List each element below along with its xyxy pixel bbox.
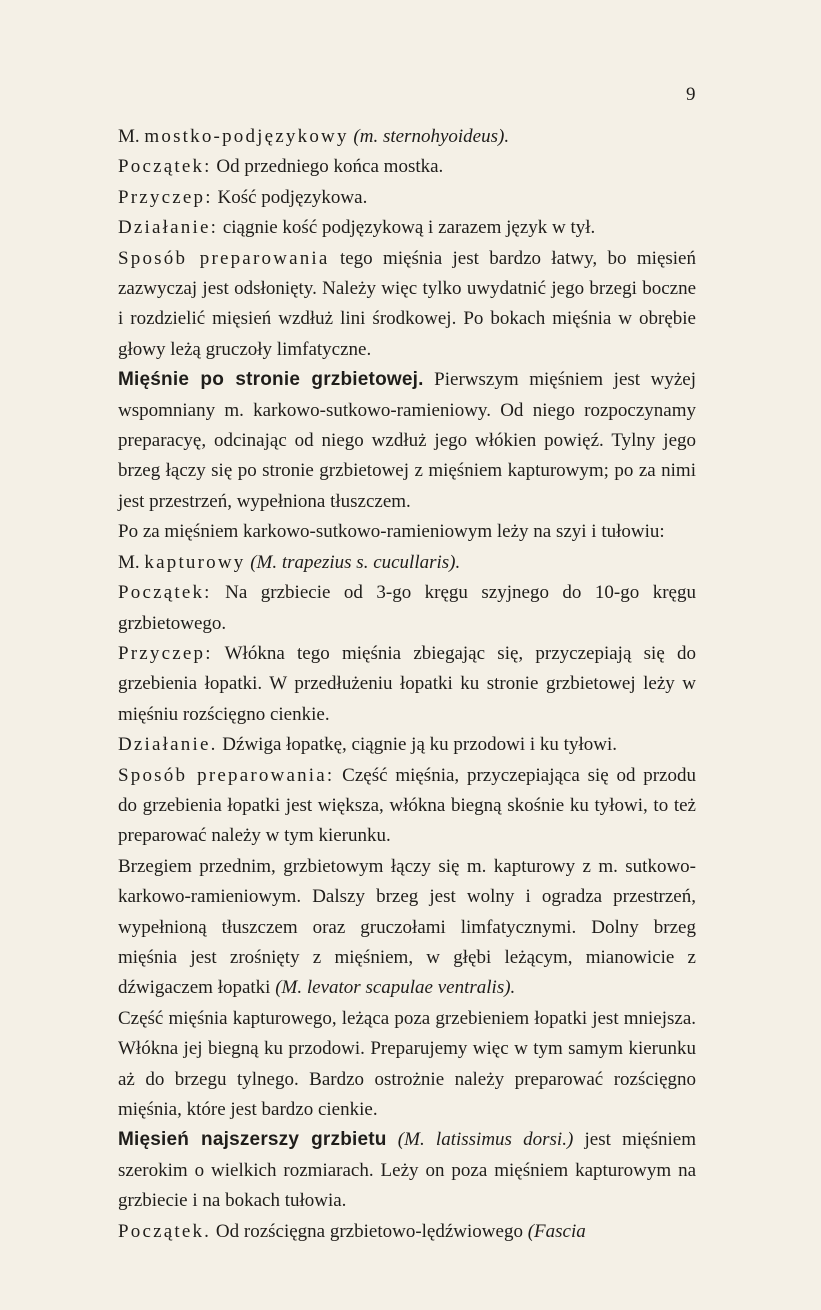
paragraph-preparation	[118, 244, 696, 366]
paragraph-trapezius-borders	[118, 852, 696, 1004]
latin-name: (M. trapezius s. cucullaris).	[250, 551, 461, 573]
text-run: ciągnie kość podjęzykową i zarazem język w tył.	[218, 217, 596, 239]
text-run: Część mięśnia, przyczepiająca się od przodu do grzebienia łopatki jest większa, włókna biegną skośnie ku tyłowi, to też preparować należy w tym kierunku.	[118, 764, 696, 847]
text-run: Przyczep:	[118, 642, 213, 664]
paragraph-origin	[118, 152, 696, 182]
paragraph-dorsal-muscles	[118, 365, 696, 517]
text-run: Część mięśnia kapturowego, leżąca poza grzebieniem łopatki jest mniejsza. Włókna jej biegną ku przodowi. Preparujemy więc w tym samym kierunku aż do brzegu tylnego. Bardzo ostrożnie należy preparować rozścięgno mięśnia, które jest bardzo cienkie.	[118, 1007, 696, 1120]
latin-name: (M. levator scapulae ventralis).	[275, 977, 516, 999]
text-run: Dźwiga łopatkę, ciągnie ją ku przodowi i ku tyłowi.	[217, 734, 617, 756]
paragraph-neck-torso	[118, 517, 696, 547]
paragraph-latissimus-origin	[118, 1217, 696, 1247]
text-run: Początek.	[118, 1220, 212, 1242]
text-run: Brzegiem przednim, grzbietowym łączy się m. kapturowy z m. sutkowo-karkowo-ramieniowym. Dalszy brzeg jest wolny i ogradza przestrzeń, wypełnioną tłuszczem oraz gruczołami limfatycznymi. Dolny brzeg mięśnia jest zrośnięty z mięśniem, w głębi leżącym, mianowicie z dźwigaczem łopatki	[118, 855, 696, 999]
text-run: Kość podjęzykowa.	[212, 186, 368, 208]
paragraph-trapezius-title	[118, 548, 696, 578]
paragraph-action	[118, 213, 696, 243]
text-run: tego mięśnia jest bardzo łatwy, bo mięsień zazwyczaj jest odsłonięty. Należy więc tylko uwydatnić jego brzegi boczne i rozdzielić mięsień wzdłuż lini środkowej. Po bokach mięśnia w obrębie głowy leżą gruczoły limfatyczne.	[118, 247, 696, 360]
text-run: Pierwszym mięśniem jest wyżej wspomniany m. karkowo-sutkowo-ramieniowy. Od niego rozpoczynamy preparacyę, odcinając od niego wzdłuż jego włókien powięź. Tylny jego brzeg łączy się po stronie grzbietowej z mięśniem kapturowym; po za nimi jest przestrzeń, wypełniona tłuszczem.	[118, 369, 697, 512]
text-run: Przyczep:	[118, 186, 213, 208]
latin-name: (Fascia	[527, 1220, 586, 1242]
text-run: Na grzbiecie od 3-go kręgu szyjnego do 10-go kręgu grzbietowego.	[118, 582, 696, 634]
text-run: Od przedniego końca mostka.	[211, 156, 444, 178]
text-run: Od rozścięgna grzbietowo-lędźwiowego	[211, 1220, 528, 1242]
paragraph-insertion	[118, 183, 696, 213]
text-run: M.	[118, 551, 145, 573]
text-run: Początek:	[118, 582, 212, 604]
text-run: Początek:	[118, 156, 212, 178]
text-run: Działanie.	[118, 734, 218, 756]
latin-name: (m. sternohyoideus).	[353, 126, 510, 147]
body-text	[118, 122, 696, 1247]
text-run: jest mięśniem szerokim o wielkich rozmiarach. Leży on poza mięśniem kapturowym na grzbiecie i na bokach tułowia.	[118, 1129, 696, 1212]
paragraph-latissimus	[118, 1125, 696, 1216]
section-heading: Mięśnie po stronie grzbietowej.	[118, 369, 424, 391]
page-number: 9	[686, 84, 696, 105]
text-run: Działanie:	[118, 217, 219, 239]
text-run: Włókna tego mięśnia zbiegając się, przyczepiają się do grzebienia łopatki. W przedłużeniu łopatki ku stronie grzbietowej leży w mięśniu rozścięgno cienkie.	[118, 642, 696, 725]
text-run: kapturowy	[144, 551, 246, 573]
paragraph-trapezius-posterior	[118, 1004, 696, 1126]
paragraph-trapezius-insertion	[118, 639, 696, 730]
paragraph-trapezius-origin	[118, 578, 696, 639]
text-run	[387, 1129, 398, 1150]
text-run: mostko-podjęzykowy	[144, 126, 349, 147]
paragraph-trapezius-preparation	[118, 761, 696, 852]
paragraph-sternohyoideus-title	[118, 122, 696, 152]
text-run: Sposób preparowania:	[118, 764, 335, 786]
paragraph-trapezius-action	[118, 730, 696, 760]
text-run: Po za mięśniem karkowo-sutkowo-ramieniowym leży na szyi i tułowiu:	[118, 521, 665, 543]
text-run: Sposób preparowania	[118, 247, 330, 269]
latin-name: (M. latissimus dorsi.)	[397, 1129, 574, 1151]
section-heading: Mięsień najszerszy grzbietu	[118, 1129, 387, 1151]
text-run: M.	[118, 126, 145, 147]
